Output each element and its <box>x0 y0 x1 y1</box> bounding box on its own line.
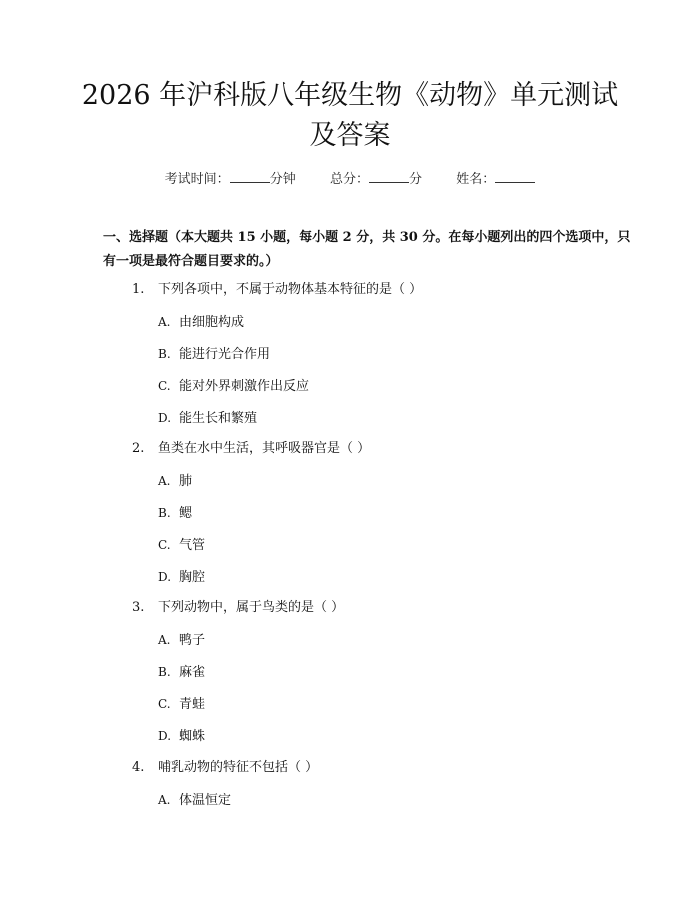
option-text: 蜘蛛 <box>179 729 206 744</box>
title-line-1: 2026 年沪科版八年级生物《动物》单元测试 <box>81 80 619 111</box>
option-text: 气管 <box>179 538 206 553</box>
option-letter: A. <box>158 474 171 488</box>
option-text: 肺 <box>179 474 193 489</box>
option-text: 能生长和繁殖 <box>179 411 258 426</box>
question-3-option-b <box>158 662 205 683</box>
name-label: 姓名： <box>456 172 496 187</box>
question-2 <box>132 439 370 459</box>
option-letter: B. <box>158 506 171 520</box>
option-letter: D. <box>158 411 172 425</box>
question-3 <box>132 598 344 618</box>
question-3-option-d <box>158 726 205 747</box>
option-letter: D. <box>158 729 172 743</box>
option-text: 鸭子 <box>179 633 206 648</box>
question-1-option-d <box>158 408 257 429</box>
question-2-option-b <box>158 503 192 524</box>
exam-meta <box>0 168 700 187</box>
question-2-option-a <box>158 471 192 492</box>
option-letter: D. <box>158 570 172 584</box>
question-3-option-a <box>158 630 205 651</box>
time-blank <box>230 170 270 183</box>
option-text: 麻雀 <box>179 665 206 680</box>
question-2-option-c <box>158 535 205 556</box>
time-unit: 分钟 <box>269 172 296 187</box>
option-text: 胸腔 <box>179 570 206 585</box>
option-text: 青蛙 <box>179 697 206 712</box>
question-text: 鱼类在水中生活，其呼吸器官是（ ） <box>158 441 371 456</box>
option-letter: A. <box>158 315 171 329</box>
question-text: 下列各项中，不属于动物体基本特征的是（ ） <box>158 282 423 297</box>
question-text: 哺乳动物的特征不包括（ ） <box>158 760 319 775</box>
option-text: 鳃 <box>179 506 193 521</box>
question-2-option-d <box>158 567 205 588</box>
question-4-option-a <box>158 790 231 811</box>
question-number: 4. <box>132 760 145 775</box>
score-label: 总分： <box>329 172 369 187</box>
title-line-2: 及答案 <box>309 120 391 151</box>
question-number: 3. <box>132 600 145 615</box>
option-text: 能进行光合作用 <box>179 347 271 362</box>
option-letter: B. <box>158 347 171 361</box>
document-title <box>60 76 640 156</box>
question-number: 2. <box>132 441 145 456</box>
question-1-option-a <box>158 312 244 333</box>
section-heading: 一、选择题（本大题共 15 小题，每小题 2 分，共 30 分。在每小题列出的四个选项中，只有一项是最符合题目要求的。） <box>103 230 631 269</box>
score-unit: 分 <box>409 172 423 187</box>
option-text: 能对外界刺激作出反应 <box>179 379 310 394</box>
question-1-option-c <box>158 376 309 397</box>
question-4 <box>132 758 318 778</box>
option-text: 体温恒定 <box>179 793 232 808</box>
option-letter: A. <box>158 793 171 807</box>
question-text: 下列动物中，属于鸟类的是（ ） <box>158 600 345 615</box>
question-number: 1. <box>132 282 145 297</box>
option-letter: C. <box>158 538 171 552</box>
name-blank <box>495 170 535 183</box>
option-text: 由细胞构成 <box>179 315 245 330</box>
time-label: 考试时间： <box>164 172 230 187</box>
option-letter: A. <box>158 633 171 647</box>
question-3-option-c <box>158 694 205 715</box>
option-letter: C. <box>158 379 171 393</box>
question-1-option-b <box>158 344 270 365</box>
option-letter: C. <box>158 697 171 711</box>
option-letter: B. <box>158 665 171 679</box>
score-blank <box>369 170 409 183</box>
question-1 <box>132 280 422 300</box>
